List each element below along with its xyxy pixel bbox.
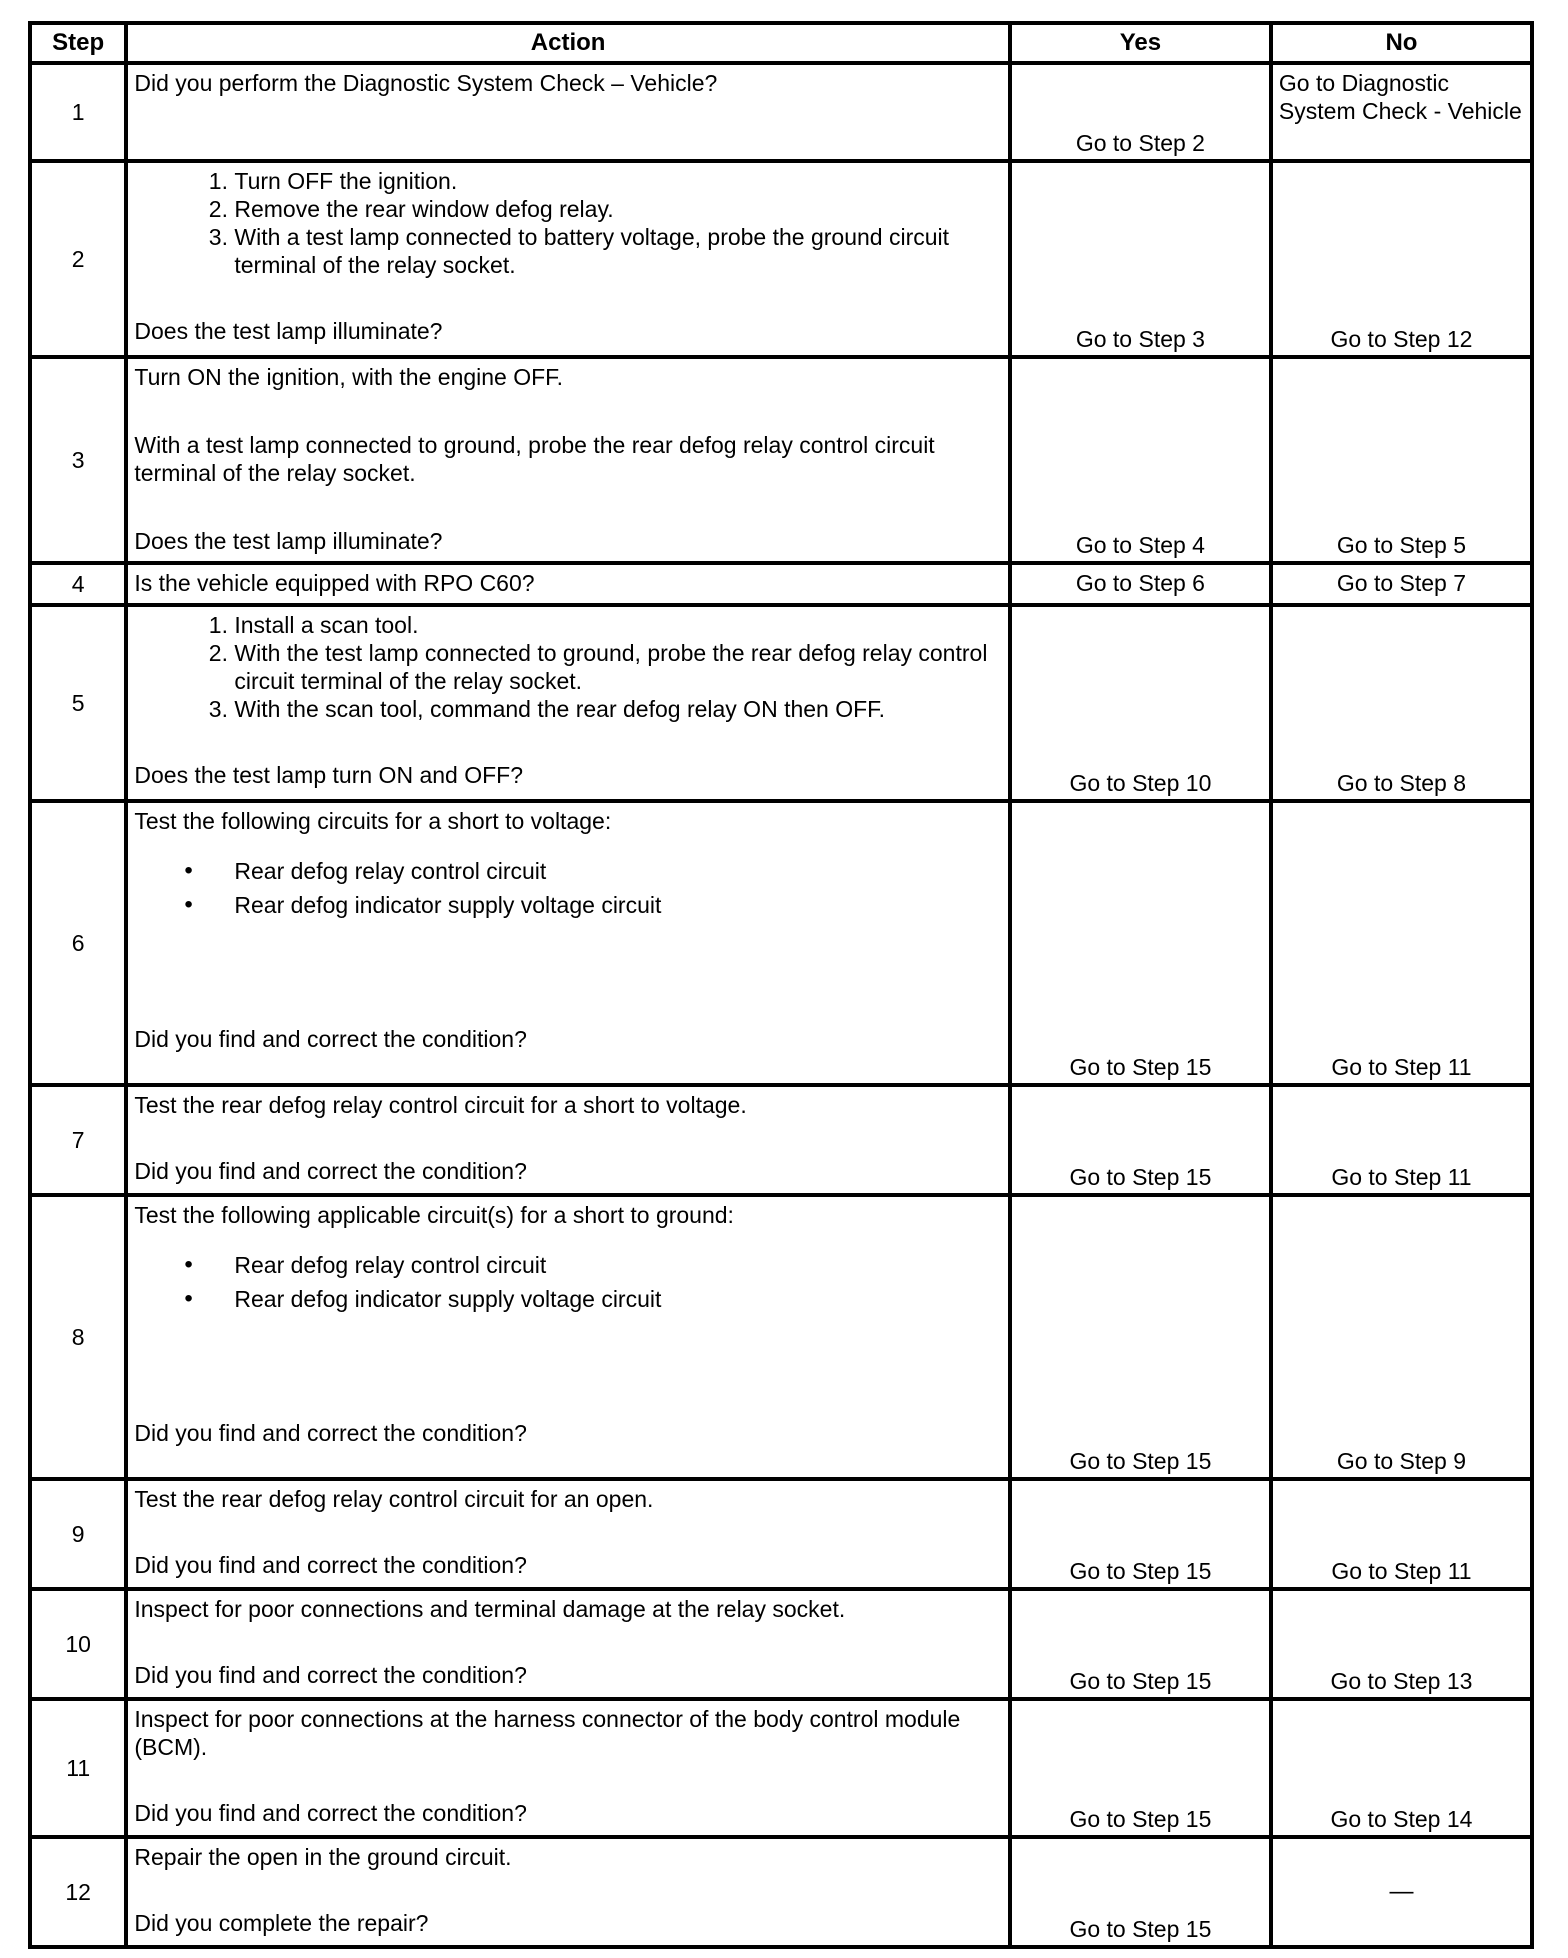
header-action: Action	[126, 23, 1010, 63]
table-row-step-5	[30, 605, 1532, 801]
action-cell	[126, 801, 1010, 1085]
action-instruction: Test the following circuits for a short to voltage:	[134, 808, 612, 834]
substep-item: 1. Turn OFF the ignition.	[234, 167, 1002, 195]
action-question: Did you find and correct the condition?	[134, 1420, 527, 1446]
action-instruction: Test the rear defog relay control circuit for an open.	[134, 1486, 654, 1512]
substep-item: 2. Remove the rear window defog relay.	[234, 195, 1002, 223]
step-number: 2	[30, 161, 126, 357]
action-cell	[126, 1699, 1010, 1837]
action-question: Did you find and correct the condition?	[134, 1800, 527, 1826]
action-instruction: Test the following applicable circuit(s) for a short to ground:	[134, 1202, 734, 1228]
yes-cell: Go to Step 4	[1010, 357, 1271, 563]
substep-item: 3. With the scan tool, command the rear defog relay ON then OFF.	[234, 695, 1002, 723]
no-cell: Go to Step 11	[1271, 801, 1532, 1085]
action-question: Did you complete the repair?	[134, 1910, 429, 1936]
action-question: Did you find and correct the condition?	[134, 1026, 527, 1052]
table-row-step-9	[30, 1479, 1532, 1589]
action-cell	[126, 161, 1010, 357]
substep-item: 2. With the test lamp connected to ground, probe the rear defog relay control circuit terminal of the relay socket.	[234, 639, 1002, 695]
table-row-step-12	[30, 1837, 1532, 1947]
no-cell: Go to Step 5	[1271, 357, 1532, 563]
bullet-item: • Rear defog indicator supply voltage circuit	[234, 891, 1002, 919]
step-number: 11	[30, 1699, 126, 1837]
yes-cell: Go to Step 15	[1010, 1085, 1271, 1195]
no-cell	[1271, 1837, 1532, 1947]
yes-cell: Go to Step 10	[1010, 605, 1271, 801]
action-question: Did you find and correct the condition?	[134, 1552, 527, 1578]
yes-cell: Go to Step 6	[1010, 563, 1271, 605]
action-question: Does the test lamp turn ON and OFF?	[134, 762, 523, 788]
step-number: 8	[30, 1195, 126, 1479]
yes-cell: Go to Step 15	[1010, 1589, 1271, 1699]
table-row-step-11	[30, 1699, 1532, 1837]
yes-cell: Go to Step 15	[1010, 801, 1271, 1085]
header-step: Step	[30, 23, 126, 63]
action-cell	[126, 1589, 1010, 1699]
action-question: Did you find and correct the condition?	[134, 1662, 527, 1688]
no-cell: Go to Diagnostic System Check - Vehicle	[1271, 63, 1532, 161]
no-cell: Go to Step 13	[1271, 1589, 1532, 1699]
action-instruction: Test the rear defog relay control circuit for a short to voltage.	[134, 1092, 747, 1118]
action-cell	[126, 63, 1010, 161]
diagnostic-table	[28, 21, 1534, 1949]
header-no: No	[1271, 23, 1532, 63]
no-cell: Go to Step 8	[1271, 605, 1532, 801]
yes-cell: Go to Step 15	[1010, 1837, 1271, 1947]
action-cell	[126, 1479, 1010, 1589]
action-question: Did you find and correct the condition?	[134, 1158, 527, 1184]
action-question: Did you perform the Diagnostic System Check – Vehicle?	[134, 70, 718, 96]
action-cell	[126, 563, 1010, 605]
bullet-list	[134, 1251, 1002, 1313]
yes-cell: Go to Step 15	[1010, 1195, 1271, 1479]
action-question: Does the test lamp illuminate?	[134, 318, 443, 344]
yes-cell: Go to Step 2	[1010, 63, 1271, 161]
header-yes: Yes	[1010, 23, 1271, 63]
table-row-step-4	[30, 563, 1532, 605]
substep-item: 1. Install a scan tool.	[234, 611, 1002, 639]
table-row-step-3	[30, 357, 1532, 563]
no-cell: Go to Step 7	[1271, 563, 1532, 605]
action-instruction: With a test lamp connected to ground, probe the rear defog relay control circuit terminal of the relay socket.	[134, 432, 935, 486]
table-row-step-10	[30, 1589, 1532, 1699]
yes-cell: Go to Step 15	[1010, 1479, 1271, 1589]
no-cell: Go to Step 14	[1271, 1699, 1532, 1837]
bullet-item: • Rear defog indicator supply voltage circuit	[234, 1285, 1002, 1313]
step-number: 10	[30, 1589, 126, 1699]
step-number: 9	[30, 1479, 126, 1589]
step-number: 7	[30, 1085, 126, 1195]
no-cell: Go to Step 9	[1271, 1195, 1532, 1479]
step-number: 5	[30, 605, 126, 801]
action-question: Is the vehicle equipped with RPO C60?	[134, 570, 535, 596]
substep-item: 3. With a test lamp connected to battery voltage, probe the ground circuit terminal of the relay socket.	[234, 223, 1002, 279]
yes-cell: Go to Step 15	[1010, 1699, 1271, 1837]
yes-cell: Go to Step 3	[1010, 161, 1271, 357]
em-dash: —	[1389, 1877, 1414, 1905]
action-cell	[126, 357, 1010, 563]
step-number: 6	[30, 801, 126, 1085]
step-number: 1	[30, 63, 126, 161]
table-row-step-1	[30, 63, 1532, 161]
substep-list	[134, 611, 1002, 723]
step-number: 3	[30, 357, 126, 563]
table-row-step-8	[30, 1195, 1532, 1479]
action-instruction: Repair the open in the ground circuit.	[134, 1844, 512, 1870]
header-row	[30, 23, 1532, 63]
action-cell	[126, 1837, 1010, 1947]
action-instruction: Inspect for poor connections and terminal damage at the relay socket.	[134, 1596, 846, 1622]
no-cell: Go to Step 11	[1271, 1479, 1532, 1589]
no-cell: Go to Step 11	[1271, 1085, 1532, 1195]
substep-list	[134, 167, 1002, 279]
table-row-step-6	[30, 801, 1532, 1085]
action-cell	[126, 605, 1010, 801]
action-instruction: Turn ON the ignition, with the engine OFF.	[134, 364, 564, 390]
step-number: 12	[30, 1837, 126, 1947]
no-cell: Go to Step 12	[1271, 161, 1532, 357]
bullet-item: • Rear defog relay control circuit	[234, 1251, 1002, 1279]
action-instruction: Inspect for poor connections at the harness connector of the body control module (BCM).	[134, 1706, 961, 1760]
step-number: 4	[30, 563, 126, 605]
table-row-step-7	[30, 1085, 1532, 1195]
bullet-item: • Rear defog relay control circuit	[234, 857, 1002, 885]
action-cell	[126, 1085, 1010, 1195]
action-question: Does the test lamp illuminate?	[134, 528, 443, 554]
action-cell	[126, 1195, 1010, 1479]
table-row-step-2	[30, 161, 1532, 357]
bullet-list	[134, 857, 1002, 919]
